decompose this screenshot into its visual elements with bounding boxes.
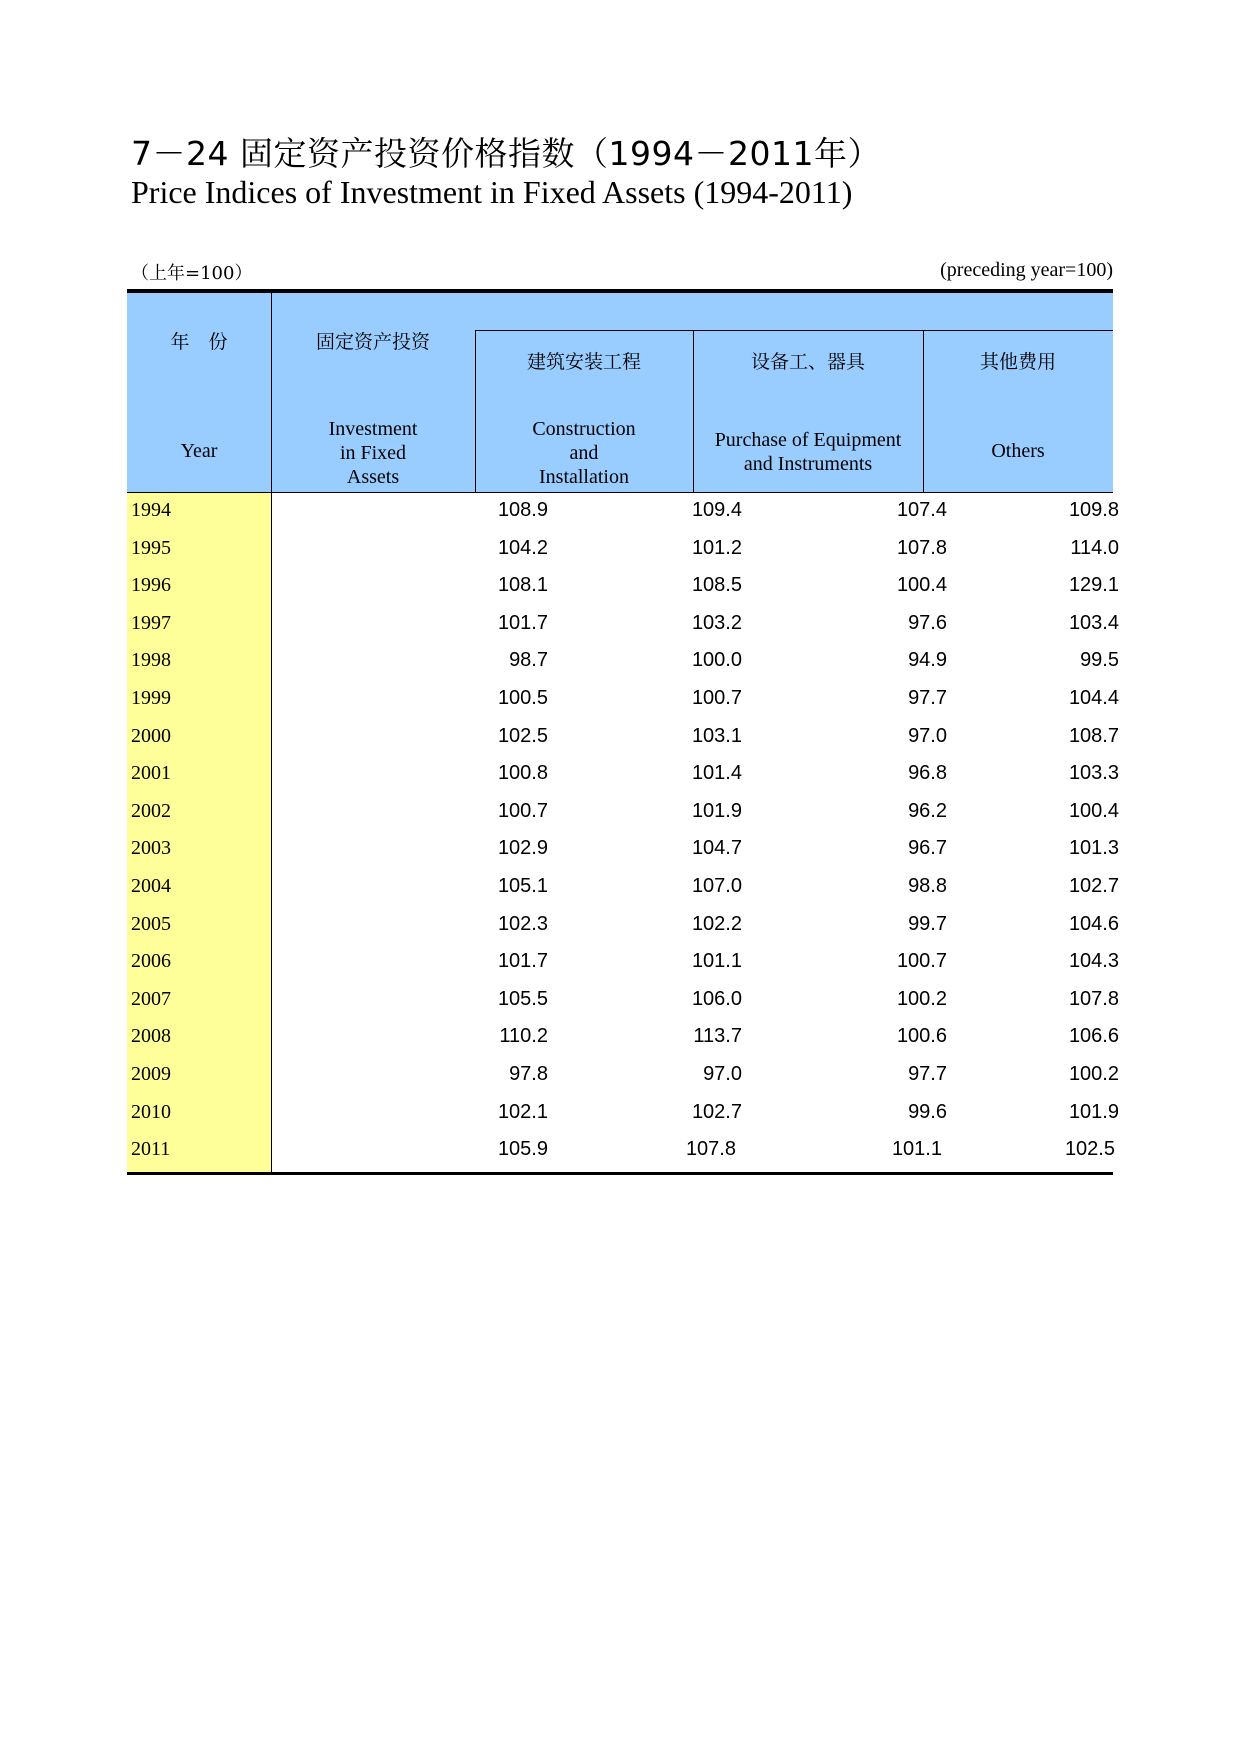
equipment-cell: 96.8 (908, 762, 947, 785)
others-cell: 103.4 (1068, 611, 1119, 634)
equipment-cell: 100.6 (896, 1025, 947, 1048)
table-row (127, 1019, 1119, 1057)
header-total-en-line: Assets (346, 466, 400, 488)
header-construction-cn: 建筑安装工程 (526, 351, 641, 373)
table-row (127, 531, 1119, 569)
unit-note-english: (preceding year=100) (940, 259, 1113, 281)
table-bottom-rule (127, 1172, 1113, 1175)
equipment-cell: 101.1 (891, 1138, 942, 1161)
year-cell: 2001 (131, 762, 171, 785)
total-cell: 97.8 (509, 1063, 548, 1085)
equipment-cell: 100.4 (896, 574, 947, 597)
header-total-en-line: in Fixed (339, 442, 407, 464)
year-cell: 2004 (131, 875, 171, 897)
table-row (127, 643, 1119, 681)
table-row (127, 681, 1119, 719)
construction-cell: 97.0 (703, 1063, 742, 1085)
equipment-cell: 100.7 (896, 950, 947, 973)
total-cell: 105.1 (497, 875, 548, 897)
total-cell: 102.5 (497, 724, 548, 747)
header-total-en (271, 417, 475, 489)
equipment-cell: 97.6 (908, 611, 947, 634)
header-construction-en-line: Installation (539, 466, 629, 488)
construction-cell: 107.8 (685, 1138, 736, 1161)
others-cell: 129.1 (1068, 574, 1119, 597)
header-total-en-line: Investment (328, 418, 418, 440)
header-total-cn: 固定资产投资 (315, 331, 430, 353)
equipment-cell: 99.7 (908, 912, 947, 935)
construction-cell: 100.0 (691, 649, 742, 672)
equipment-cell: 107.8 (896, 536, 947, 559)
total-cell: 104.2 (497, 536, 548, 559)
total-cell: 110.2 (499, 1025, 548, 1048)
table-row (127, 907, 1119, 945)
header-subheader-line (475, 330, 1113, 331)
year-cell: 2002 (131, 799, 171, 822)
construction-cell: 107.0 (691, 875, 742, 897)
total-cell: 101.7 (497, 950, 548, 973)
others-cell: 104.6 (1068, 912, 1119, 935)
table-row (127, 794, 1119, 832)
header-equipment-cn: 设备工、器具 (750, 351, 865, 373)
others-cell: 109.8 (1068, 499, 1119, 521)
year-cell: 2003 (131, 837, 171, 860)
total-cell: 105.9 (497, 1138, 548, 1161)
year-cell: 2010 (131, 1100, 171, 1123)
others-cell: 104.3 (1068, 950, 1119, 973)
header-construction-en-line: Construction (532, 418, 636, 440)
construction-cell: 103.2 (691, 611, 742, 634)
equipment-cell: 97.7 (908, 1063, 947, 1085)
others-cell: 101.9 (1068, 1100, 1119, 1123)
year-cell: 1995 (131, 536, 171, 559)
table-row (127, 944, 1119, 982)
others-cell: 114.0 (1070, 536, 1119, 559)
construction-cell: 106.0 (691, 987, 742, 1010)
construction-cell: 101.1 (691, 950, 742, 973)
total-cell: 102.1 (497, 1100, 548, 1123)
total-cell: 105.5 (497, 987, 548, 1010)
table-row (127, 493, 1119, 531)
header-year-en: Year (180, 440, 218, 462)
year-cell: 1994 (131, 499, 171, 521)
construction-cell: 109.4 (691, 499, 742, 521)
others-cell: 108.7 (1068, 724, 1119, 747)
year-cell: 1997 (131, 611, 171, 634)
table-row (127, 606, 1119, 644)
header-equipment-en-line: and Instruments (743, 453, 873, 475)
table-row (127, 1132, 1113, 1170)
others-cell: 103.3 (1068, 762, 1119, 785)
others-cell: 107.8 (1068, 987, 1119, 1010)
header-equipment-en (693, 428, 923, 476)
total-cell: 98.7 (509, 649, 548, 672)
table-top-rule (127, 289, 1113, 293)
unit-note-chinese: （上年=100） (131, 263, 253, 284)
construction-cell: 101.2 (691, 536, 742, 559)
page-title-english: Price Indices of Investment in Fixed Assets (1994-2011) (131, 174, 853, 210)
equipment-cell: 94.9 (908, 649, 947, 672)
header-others-en: Others (991, 440, 1045, 462)
year-cell: 2008 (131, 1025, 171, 1048)
table-row (127, 1095, 1119, 1133)
equipment-cell: 100.2 (896, 987, 947, 1010)
total-cell: 101.7 (497, 611, 548, 634)
equipment-cell: 97.0 (908, 724, 947, 747)
construction-cell: 103.1 (691, 724, 742, 747)
year-cell: 1999 (131, 687, 171, 709)
others-cell: 104.4 (1068, 687, 1119, 709)
table-row (127, 869, 1119, 907)
year-cell: 2006 (131, 950, 171, 973)
others-cell: 100.2 (1068, 1063, 1119, 1085)
total-cell: 100.5 (497, 687, 548, 709)
year-cell: 2000 (131, 724, 171, 747)
year-cell: 2009 (131, 1063, 171, 1085)
table-row (127, 982, 1119, 1020)
table-row (127, 831, 1119, 869)
construction-cell: 102.7 (691, 1100, 742, 1123)
construction-cell: 108.5 (691, 574, 742, 597)
equipment-cell: 98.8 (908, 875, 947, 897)
table-row (127, 568, 1119, 606)
equipment-cell: 96.7 (908, 837, 947, 860)
construction-cell: 101.9 (691, 799, 742, 822)
construction-cell: 101.4 (691, 762, 742, 785)
year-cell: 1998 (131, 649, 171, 672)
header-construction-en (475, 417, 693, 489)
header-others-cn: 其他费用 (979, 351, 1056, 373)
others-cell: 102.7 (1068, 875, 1119, 897)
page-title-chinese: 7－24 固定资产投资价格指数（1994－2011年） (131, 134, 881, 173)
price-index-table (127, 289, 1119, 1175)
equipment-cell: 99.6 (908, 1100, 947, 1123)
table-row (127, 1057, 1119, 1095)
others-cell: 99.5 (1080, 649, 1119, 672)
year-cell: 2007 (131, 987, 171, 1010)
total-cell: 100.7 (497, 799, 548, 822)
total-cell: 108.9 (497, 499, 548, 521)
table-row (127, 756, 1119, 794)
year-cell: 2005 (131, 912, 171, 935)
year-cell: 2011 (131, 1138, 171, 1161)
header-equipment-en-line: Purchase of Equipment (714, 429, 902, 451)
others-cell: 102.5 (1064, 1138, 1115, 1161)
others-cell: 100.4 (1068, 799, 1119, 822)
construction-cell: 104.7 (691, 837, 742, 860)
equipment-cell: 96.2 (908, 799, 947, 822)
total-cell: 100.8 (497, 762, 548, 785)
header-year-cn: 年 份 (170, 331, 228, 353)
table-header (127, 293, 1113, 493)
table-row (127, 719, 1119, 757)
equipment-cell: 107.4 (896, 499, 947, 521)
header-construction-en-line: and (569, 442, 599, 464)
equipment-cell: 97.7 (908, 687, 947, 709)
year-cell: 1996 (131, 574, 171, 597)
others-cell: 101.3 (1068, 837, 1119, 860)
others-cell: 106.6 (1068, 1025, 1119, 1048)
total-cell: 108.1 (497, 574, 548, 597)
construction-cell: 102.2 (691, 912, 742, 935)
total-cell: 102.9 (497, 837, 548, 860)
construction-cell: 113.7 (693, 1025, 742, 1048)
construction-cell: 100.7 (691, 687, 742, 709)
total-cell: 102.3 (497, 912, 548, 935)
